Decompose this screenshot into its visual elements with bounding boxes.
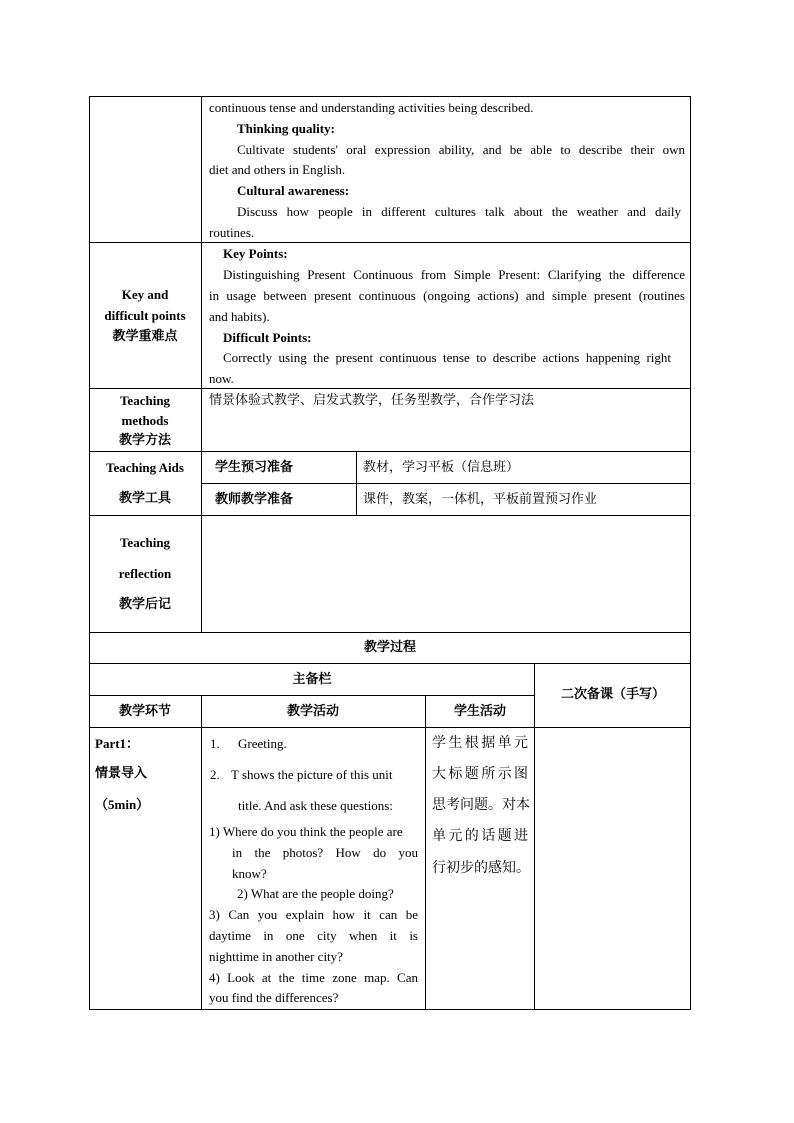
secondary-column-header: 二次备课（手写） bbox=[560, 687, 665, 702]
row-divider-main-column bbox=[89, 695, 535, 696]
part1-item2-line1: T shows the picture of this unit bbox=[231, 767, 393, 782]
part1-item1-text: Greeting. bbox=[238, 736, 287, 751]
col-header-student: 学生活动 bbox=[453, 704, 506, 719]
row-divider-process-title bbox=[89, 663, 691, 664]
key-points-line1: Distinguishing Present Continuous from Simple Present: Clarifying the difference bbox=[223, 267, 685, 282]
part1-q1-line2: in the photos? How do you bbox=[232, 845, 418, 860]
part1-q3-line2: daytime in one city when it is bbox=[209, 928, 418, 943]
aids-student-label: 学生预习准备 bbox=[215, 460, 294, 475]
key-points-line3: and habits). bbox=[209, 309, 270, 324]
col-divider-student bbox=[425, 695, 426, 1010]
reflection-label-cn: 教学后记 bbox=[118, 597, 171, 612]
col-header-stage: 教学环节 bbox=[118, 704, 171, 719]
methods-label-en1: Teaching bbox=[119, 393, 171, 408]
part1-q3-line1: 3) Can you explain how it can be bbox=[209, 907, 418, 922]
keypoints-label-en1: Key and bbox=[121, 287, 169, 302]
reflection-label-en1: Teaching bbox=[119, 535, 171, 550]
part1-q2: 2) What are the people doing? bbox=[237, 886, 394, 901]
cultural-awareness-heading: Cultural awareness: bbox=[237, 183, 350, 198]
thinking-quality-line1: Cultivate students' oral expression ability, and be able to describe their own bbox=[237, 142, 685, 157]
lesson-plan-table bbox=[89, 96, 691, 1010]
difficult-points-line1: Correctly using the present continuous tense to describe actions happening right bbox=[223, 350, 671, 365]
part1-item2-line2: title. And ask these questions: bbox=[238, 798, 393, 813]
part1-student-line4: 单元的话题进 bbox=[432, 828, 528, 844]
methods-content: 情景体验式教学、启发式教学，任务型教学，合作学习法 bbox=[209, 393, 535, 408]
table-border-bottom bbox=[89, 1009, 691, 1010]
part1-stage-line2: 情景导入 bbox=[95, 766, 148, 781]
part1-student-line5: 行初步的感知。 bbox=[432, 860, 530, 876]
part1-q4-line2: you find the differences? bbox=[209, 990, 339, 1005]
col-divider-label bbox=[201, 96, 202, 633]
reflection-label-en2: reflection bbox=[118, 566, 172, 581]
process-title: 教学过程 bbox=[363, 640, 416, 655]
row-divider-headers bbox=[89, 727, 691, 728]
key-points-heading: Key Points: bbox=[223, 246, 288, 261]
part1-item2-number: 2. bbox=[210, 767, 220, 782]
aids-student-value: 教材，学习平板（信息班） bbox=[363, 460, 520, 475]
aids-label-en: Teaching Aids bbox=[106, 460, 184, 475]
difficult-points-line2: now. bbox=[209, 371, 234, 386]
keypoints-label-en2: difficult points bbox=[104, 308, 186, 323]
key-points-line2: in usage between present continuous (ongoing actions) and simple present (routines bbox=[209, 288, 685, 303]
part1-stage-line1: Part1： bbox=[95, 736, 140, 751]
part1-student-line3: 思考问题。对本 bbox=[432, 797, 530, 813]
col-divider-aids-value bbox=[356, 451, 357, 516]
methods-label-en2: methods bbox=[121, 413, 169, 428]
aids-teacher-label: 教师教学准备 bbox=[215, 492, 294, 507]
row-divider-keypoints bbox=[89, 388, 691, 389]
table-border-right bbox=[690, 96, 691, 1010]
row-divider-aids-mid bbox=[201, 483, 691, 484]
table-border-left bbox=[89, 96, 90, 1010]
row-divider-objectives bbox=[89, 242, 691, 243]
row-divider-reflection bbox=[89, 632, 691, 633]
thinking-quality-heading: Thinking quality: bbox=[237, 121, 335, 136]
main-column-header: 主备栏 bbox=[292, 672, 332, 687]
part1-q1-line3: know? bbox=[232, 866, 267, 881]
cultural-awareness-line1: Discuss how people in different cultures talk about the weather and daily bbox=[237, 204, 681, 219]
difficult-points-heading: Difficult Points: bbox=[223, 330, 312, 345]
row-divider-methods bbox=[89, 451, 691, 452]
part1-item1-number: 1. bbox=[210, 736, 220, 751]
col-header-teacher: 教学活动 bbox=[286, 704, 339, 719]
row-divider-aids bbox=[89, 515, 691, 516]
objectives-line1: continuous tense and understanding activities being described. bbox=[209, 100, 534, 115]
part1-student-line2: 大标题所示图 bbox=[432, 766, 528, 782]
methods-label-cn: 教学方法 bbox=[118, 433, 171, 448]
thinking-quality-line2: diet and others in English. bbox=[209, 162, 346, 177]
aids-label-cn: 教学工具 bbox=[118, 491, 171, 506]
keypoints-label-cn: 教学重难点 bbox=[112, 329, 178, 344]
part1-q1-line1: 1) Where do you think the people are bbox=[209, 824, 403, 839]
part1-student-line1: 学生根据单元 bbox=[432, 735, 528, 751]
aids-teacher-value: 课件，教案，一体机，平板前置预习作业 bbox=[363, 492, 598, 507]
part1-stage-line3: （5min） bbox=[95, 797, 150, 812]
cultural-awareness-line2: routines. bbox=[209, 225, 255, 240]
part1-q4-line1: 4) Look at the time zone map. Can bbox=[209, 970, 418, 985]
col-divider-stage bbox=[201, 695, 202, 1010]
part1-q3-line3: nighttime in another city? bbox=[209, 949, 343, 964]
